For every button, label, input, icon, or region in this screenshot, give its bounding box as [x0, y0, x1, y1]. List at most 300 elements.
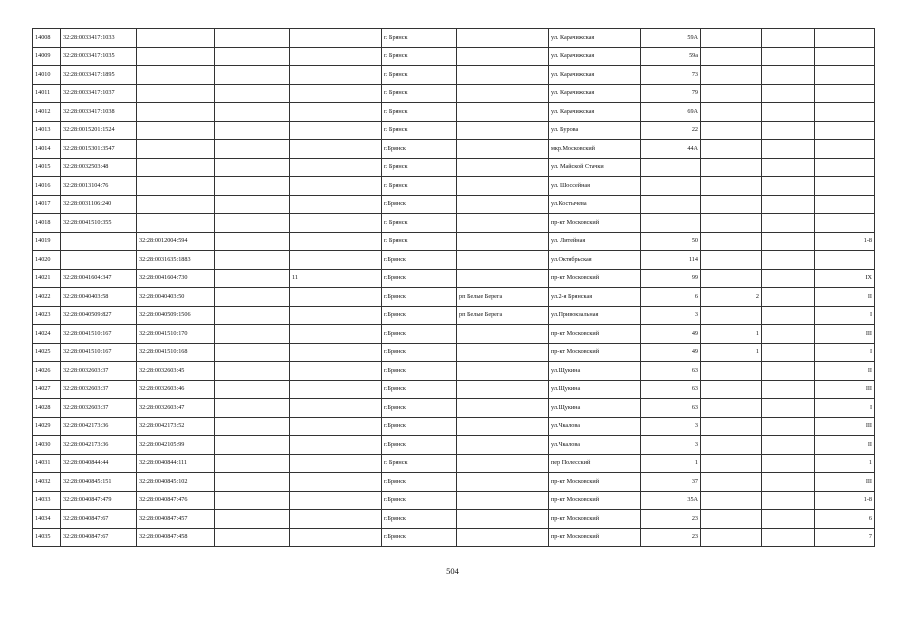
- cell-street: ул. Шоссейная: [549, 177, 641, 196]
- cell-street: ул.Чкалова: [549, 417, 641, 436]
- cell-cadastral-number-parcel: 32:28:0041510:167: [61, 325, 137, 344]
- cell-cadastral-number-object: [137, 140, 215, 159]
- cell-blank-col-2: [762, 436, 815, 455]
- cell-cadastral-number-object: [137, 66, 215, 85]
- cell-blank-col-2: [762, 121, 815, 140]
- cell-cadastral-number-parcel: 32:28:0015301:3547: [61, 140, 137, 159]
- table-row: [33, 306, 875, 325]
- cell-settlement: [457, 214, 549, 233]
- cell-unit-number: [290, 325, 382, 344]
- cell-premises-number: III: [815, 417, 875, 436]
- cell-blank-col: [215, 232, 290, 251]
- cell-city: г. Брянск: [382, 29, 457, 48]
- cell-blank-col-2: [762, 491, 815, 510]
- table-row: [33, 47, 875, 66]
- cell-unit-number: [290, 454, 382, 473]
- cell-building-number: [701, 491, 762, 510]
- cell-settlement: [457, 140, 549, 159]
- cell-cadastral-number-object: 32:28:0031635:1883: [137, 251, 215, 270]
- cell-row-number: 14023: [33, 306, 61, 325]
- cell-row-number: 14019: [33, 232, 61, 251]
- cell-blank-col: [215, 473, 290, 492]
- cell-blank-col-2: [762, 84, 815, 103]
- cell-row-number: 14020: [33, 251, 61, 270]
- table-row: [33, 214, 875, 233]
- cell-row-number: 14025: [33, 343, 61, 362]
- cell-row-number: 14015: [33, 158, 61, 177]
- cell-street: мкр.Московский: [549, 140, 641, 159]
- cell-building-number: [701, 399, 762, 418]
- cell-street: ул.Щукина: [549, 380, 641, 399]
- cell-cadastral-number-object: 32:28:0032603:47: [137, 399, 215, 418]
- cell-premises-number: [815, 158, 875, 177]
- cell-settlement: [457, 269, 549, 288]
- cell-house-number: 59а: [641, 47, 701, 66]
- cell-house-number: 63: [641, 380, 701, 399]
- cell-premises-number: [815, 251, 875, 270]
- table-row: [33, 510, 875, 529]
- cell-row-number: 14026: [33, 362, 61, 381]
- cell-settlement: [457, 158, 549, 177]
- cell-cadastral-number-parcel: 32:28:0040403:58: [61, 288, 137, 307]
- cell-cadastral-number-parcel: 32:28:0040847:67: [61, 510, 137, 529]
- cell-premises-number: I: [815, 306, 875, 325]
- cell-house-number: 73: [641, 66, 701, 85]
- table-row: [33, 454, 875, 473]
- cell-building-number: [701, 454, 762, 473]
- cell-street: пр-кт Московский: [549, 325, 641, 344]
- cell-unit-number: [290, 195, 382, 214]
- table-row: [33, 103, 875, 122]
- cell-premises-number: II: [815, 288, 875, 307]
- cell-premises-number: [815, 103, 875, 122]
- table-row: [33, 528, 875, 547]
- cell-cadastral-number-parcel: 32:28:0032603:37: [61, 380, 137, 399]
- cell-blank-col-2: [762, 269, 815, 288]
- cell-building-number: [701, 140, 762, 159]
- cell-premises-number: [815, 84, 875, 103]
- cell-premises-number: 1-8: [815, 491, 875, 510]
- table-row: [33, 269, 875, 288]
- cell-settlement: [457, 325, 549, 344]
- cell-blank-col: [215, 510, 290, 529]
- cell-settlement: [457, 66, 549, 85]
- cell-blank-col-2: [762, 232, 815, 251]
- cell-city: г.Брянск: [382, 362, 457, 381]
- cell-premises-number: [815, 121, 875, 140]
- cell-cadastral-number-object: 32:28:0041510:170: [137, 325, 215, 344]
- cell-settlement: [457, 121, 549, 140]
- cell-settlement: [457, 454, 549, 473]
- cell-blank-col-2: [762, 195, 815, 214]
- cell-city: г. Брянск: [382, 214, 457, 233]
- page-number: 504: [446, 566, 459, 576]
- cell-blank-col: [215, 140, 290, 159]
- cell-blank-col: [215, 195, 290, 214]
- cell-premises-number: 6: [815, 510, 875, 529]
- cell-premises-number: I: [815, 399, 875, 418]
- cell-building-number: [701, 214, 762, 233]
- cell-cadastral-number-object: 32:28:0042105:99: [137, 436, 215, 455]
- cell-blank-col: [215, 121, 290, 140]
- cell-unit-number: [290, 528, 382, 547]
- cell-building-number: [701, 158, 762, 177]
- cell-street: ул. Карачижская: [549, 66, 641, 85]
- cell-row-number: 14024: [33, 325, 61, 344]
- table-row: [33, 380, 875, 399]
- cell-settlement: [457, 103, 549, 122]
- cell-building-number: [701, 47, 762, 66]
- cell-city: г. Брянск: [382, 121, 457, 140]
- cell-unit-number: [290, 362, 382, 381]
- cell-premises-number: [815, 177, 875, 196]
- cell-blank-col-2: [762, 417, 815, 436]
- cell-premises-number: [815, 214, 875, 233]
- cell-building-number: [701, 251, 762, 270]
- cell-settlement: [457, 417, 549, 436]
- cell-city: г.Брянск: [382, 491, 457, 510]
- cell-cadastral-number-object: 32:28:0040403:50: [137, 288, 215, 307]
- cell-street: ул. Карачижская: [549, 29, 641, 48]
- cell-cadastral-number-parcel: 32:28:0040844:44: [61, 454, 137, 473]
- cell-city: г. Брянск: [382, 66, 457, 85]
- cell-street: ул.2-я Брянская: [549, 288, 641, 307]
- cell-settlement: [457, 510, 549, 529]
- cell-cadastral-number-parcel: [61, 251, 137, 270]
- cell-unit-number: [290, 47, 382, 66]
- cell-street: ул. Карачижская: [549, 84, 641, 103]
- cell-city: г.Брянск: [382, 343, 457, 362]
- cell-settlement: [457, 232, 549, 251]
- cell-blank-col-2: [762, 47, 815, 66]
- cell-cadastral-number-object: [137, 177, 215, 196]
- cell-blank-col: [215, 528, 290, 547]
- cell-cadastral-number-object: [137, 84, 215, 103]
- cell-blank-col: [215, 362, 290, 381]
- cell-cadastral-number-object: [137, 47, 215, 66]
- cell-unit-number: 11: [290, 269, 382, 288]
- cell-blank-col: [215, 306, 290, 325]
- cell-city: г. Брянск: [382, 454, 457, 473]
- cell-cadastral-number-object: [137, 158, 215, 177]
- cell-premises-number: I: [815, 343, 875, 362]
- cell-city: г.Брянск: [382, 380, 457, 399]
- cell-row-number: 14030: [33, 436, 61, 455]
- table-row: [33, 84, 875, 103]
- cell-city: г. Брянск: [382, 232, 457, 251]
- cell-city: г.Брянск: [382, 528, 457, 547]
- cell-city: г. Брянск: [382, 103, 457, 122]
- cell-premises-number: II: [815, 436, 875, 455]
- cell-blank-col-2: [762, 66, 815, 85]
- cell-building-number: [701, 121, 762, 140]
- table-row: [33, 29, 875, 48]
- cell-building-number: [701, 528, 762, 547]
- cell-blank-col-2: [762, 454, 815, 473]
- cell-street: ул. Карачижская: [549, 103, 641, 122]
- table-row: [33, 288, 875, 307]
- cell-cadastral-number-object: [137, 214, 215, 233]
- cell-cadastral-number-object: [137, 29, 215, 48]
- cell-city: г.Брянск: [382, 325, 457, 344]
- table-row: [33, 121, 875, 140]
- cell-cadastral-number-object: 32:28:0040845:102: [137, 473, 215, 492]
- table-row: [33, 417, 875, 436]
- cell-cadastral-number-parcel: 32:28:0040847:479: [61, 491, 137, 510]
- cell-blank-col: [215, 47, 290, 66]
- cell-cadastral-number-object: 32:28:0041604:730: [137, 269, 215, 288]
- cell-cadastral-number-object: 32:28:0040847:476: [137, 491, 215, 510]
- cell-settlement: [457, 84, 549, 103]
- cell-settlement: рп Белые Берега: [457, 288, 549, 307]
- cell-building-number: 1: [701, 325, 762, 344]
- cell-unit-number: [290, 29, 382, 48]
- cell-blank-col-2: [762, 325, 815, 344]
- cell-row-number: 14012: [33, 103, 61, 122]
- cell-street: пр-кт Московский: [549, 491, 641, 510]
- cell-city: г. Брянск: [382, 47, 457, 66]
- cell-city: г.Брянск: [382, 140, 457, 159]
- cell-house-number: 22: [641, 121, 701, 140]
- cell-street: ул.Щукина: [549, 362, 641, 381]
- cell-cadastral-number-parcel: 32:28:0015201:1524: [61, 121, 137, 140]
- cell-street: ул. Литейная: [549, 232, 641, 251]
- cell-blank-col: [215, 214, 290, 233]
- cell-unit-number: [290, 380, 382, 399]
- cell-premises-number: 1: [815, 454, 875, 473]
- cell-row-number: 14032: [33, 473, 61, 492]
- cell-cadastral-number-parcel: 32:28:0041510:355: [61, 214, 137, 233]
- cell-house-number: 3: [641, 417, 701, 436]
- cell-blank-col-2: [762, 140, 815, 159]
- cell-row-number: 14008: [33, 29, 61, 48]
- cell-house-number: 114: [641, 251, 701, 270]
- cell-blank-col: [215, 84, 290, 103]
- cell-building-number: [701, 29, 762, 48]
- cell-blank-col-2: [762, 399, 815, 418]
- cell-blank-col: [215, 399, 290, 418]
- cell-blank-col-2: [762, 288, 815, 307]
- cell-premises-number: 1-8: [815, 232, 875, 251]
- cell-house-number: 1: [641, 454, 701, 473]
- cell-cadastral-number-parcel: [61, 232, 137, 251]
- cell-settlement: [457, 399, 549, 418]
- cell-blank-col-2: [762, 473, 815, 492]
- cell-street: пр-кт Московский: [549, 473, 641, 492]
- cell-street: ул.Чкалова: [549, 436, 641, 455]
- cell-cadastral-number-object: [137, 121, 215, 140]
- cell-street: ул.Привокзальная: [549, 306, 641, 325]
- cell-house-number: 6: [641, 288, 701, 307]
- cell-unit-number: [290, 510, 382, 529]
- cell-cadastral-number-object: 32:28:0042173:52: [137, 417, 215, 436]
- cell-cadastral-number-parcel: 32:28:0041510:167: [61, 343, 137, 362]
- cell-premises-number: [815, 47, 875, 66]
- cell-settlement: [457, 251, 549, 270]
- cell-cadastral-number-object: 32:28:0040847:457: [137, 510, 215, 529]
- cell-unit-number: [290, 417, 382, 436]
- cell-blank-col: [215, 436, 290, 455]
- cell-city: г.Брянск: [382, 473, 457, 492]
- cell-unit-number: [290, 491, 382, 510]
- cell-row-number: 14033: [33, 491, 61, 510]
- cell-cadastral-number-parcel: 32:28:0033417:1033: [61, 29, 137, 48]
- cell-street: пер Полесский: [549, 454, 641, 473]
- cell-street: ул. Карачижская: [549, 47, 641, 66]
- cell-settlement: [457, 473, 549, 492]
- cell-unit-number: [290, 232, 382, 251]
- cell-unit-number: [290, 158, 382, 177]
- cell-house-number: 50: [641, 232, 701, 251]
- cell-cadastral-number-parcel: 32:28:0033417:1037: [61, 84, 137, 103]
- cell-blank-col-2: [762, 29, 815, 48]
- cell-settlement: [457, 47, 549, 66]
- cell-blank-col-2: [762, 306, 815, 325]
- cell-cadastral-number-parcel: 32:28:0013104:76: [61, 177, 137, 196]
- cell-house-number: 35А: [641, 491, 701, 510]
- cell-blank-col-2: [762, 343, 815, 362]
- table-row: [33, 325, 875, 344]
- cell-row-number: 14027: [33, 380, 61, 399]
- cell-blank-col-2: [762, 177, 815, 196]
- cell-cadastral-number-parcel: 32:28:0040509:827: [61, 306, 137, 325]
- cell-house-number: [641, 214, 701, 233]
- cell-street: ул. Майской Стачки: [549, 158, 641, 177]
- cell-street: ул.Щукина: [549, 399, 641, 418]
- cell-unit-number: [290, 177, 382, 196]
- cell-premises-number: [815, 195, 875, 214]
- cell-unit-number: [290, 399, 382, 418]
- cell-blank-col-2: [762, 362, 815, 381]
- cell-city: г.Брянск: [382, 195, 457, 214]
- cell-premises-number: III: [815, 380, 875, 399]
- cell-street: ул.Костычева: [549, 195, 641, 214]
- cell-row-number: 14013: [33, 121, 61, 140]
- table-row: [33, 177, 875, 196]
- table-row: [33, 399, 875, 418]
- cell-row-number: 14034: [33, 510, 61, 529]
- table-row: [33, 195, 875, 214]
- cell-cadastral-number-object: [137, 195, 215, 214]
- cell-blank-col-2: [762, 158, 815, 177]
- cell-building-number: [701, 177, 762, 196]
- cell-settlement: [457, 29, 549, 48]
- cell-house-number: 37: [641, 473, 701, 492]
- cell-cadastral-number-parcel: 32:28:0040847:67: [61, 528, 137, 547]
- table-row: [33, 158, 875, 177]
- cell-cadastral-number-parcel: 32:28:0042173:36: [61, 436, 137, 455]
- cell-premises-number: III: [815, 325, 875, 344]
- cell-row-number: 14029: [33, 417, 61, 436]
- cell-cadastral-number-object: 32:28:0040844:111: [137, 454, 215, 473]
- cell-blank-col: [215, 325, 290, 344]
- cell-blank-col: [215, 380, 290, 399]
- registry-table-body: [33, 29, 875, 547]
- cell-house-number: 49: [641, 343, 701, 362]
- cell-house-number: 3: [641, 306, 701, 325]
- cell-house-number: 44А: [641, 140, 701, 159]
- cell-blank-col-2: [762, 528, 815, 547]
- table-row: [33, 343, 875, 362]
- cell-blank-col: [215, 454, 290, 473]
- cell-settlement: [457, 528, 549, 547]
- cell-blank-col: [215, 103, 290, 122]
- table-row: [33, 251, 875, 270]
- cell-premises-number: [815, 140, 875, 159]
- cell-cadastral-number-parcel: 32:28:0033417:1038: [61, 103, 137, 122]
- registry-table: [32, 28, 875, 547]
- cell-row-number: 14028: [33, 399, 61, 418]
- cell-blank-col: [215, 29, 290, 48]
- cell-row-number: 14016: [33, 177, 61, 196]
- cell-settlement: [457, 362, 549, 381]
- table-row: [33, 491, 875, 510]
- cell-house-number: 79: [641, 84, 701, 103]
- cell-house-number: 63: [641, 399, 701, 418]
- cell-blank-col: [215, 288, 290, 307]
- table-row: [33, 66, 875, 85]
- cell-city: г. Брянск: [382, 158, 457, 177]
- cell-premises-number: IX: [815, 269, 875, 288]
- cell-blank-col-2: [762, 103, 815, 122]
- cell-cadastral-number-parcel: 32:28:0031106:240: [61, 195, 137, 214]
- cell-blank-col: [215, 177, 290, 196]
- cell-cadastral-number-object: [137, 103, 215, 122]
- cell-street: пр-кт Московский: [549, 214, 641, 233]
- cell-street: пр-кт Московский: [549, 510, 641, 529]
- cell-settlement: рп Белые Берега: [457, 306, 549, 325]
- cell-city: г.Брянск: [382, 306, 457, 325]
- cell-settlement: [457, 436, 549, 455]
- table-row: [33, 362, 875, 381]
- cell-house-number: 49: [641, 325, 701, 344]
- cell-settlement: [457, 177, 549, 196]
- cell-blank-col: [215, 269, 290, 288]
- cell-building-number: [701, 66, 762, 85]
- cell-unit-number: [290, 121, 382, 140]
- cell-house-number: 69А: [641, 103, 701, 122]
- cell-city: г.Брянск: [382, 399, 457, 418]
- cell-building-number: [701, 362, 762, 381]
- cell-settlement: [457, 343, 549, 362]
- cell-row-number: 14022: [33, 288, 61, 307]
- cell-city: г.Брянск: [382, 417, 457, 436]
- cell-unit-number: [290, 84, 382, 103]
- cell-row-number: 14014: [33, 140, 61, 159]
- cell-cadastral-number-object: 32:28:0032603:45: [137, 362, 215, 381]
- cell-blank-col-2: [762, 251, 815, 270]
- cell-house-number: 59А: [641, 29, 701, 48]
- cell-unit-number: [290, 343, 382, 362]
- cell-street: ул.Октябрьская: [549, 251, 641, 270]
- cell-cadastral-number-object: 32:28:0032603:46: [137, 380, 215, 399]
- cell-settlement: [457, 380, 549, 399]
- cell-street: пр-кт Московский: [549, 528, 641, 547]
- cell-unit-number: [290, 66, 382, 85]
- cell-unit-number: [290, 436, 382, 455]
- cell-cadastral-number-parcel: 32:28:0042173:36: [61, 417, 137, 436]
- cell-building-number: 2: [701, 288, 762, 307]
- cell-house-number: 99: [641, 269, 701, 288]
- cell-building-number: [701, 103, 762, 122]
- cell-blank-col-2: [762, 214, 815, 233]
- cell-house-number: 63: [641, 362, 701, 381]
- cell-row-number: 14017: [33, 195, 61, 214]
- cell-street: пр-кт Московский: [549, 269, 641, 288]
- cell-building-number: [701, 84, 762, 103]
- cell-house-number: 23: [641, 510, 701, 529]
- cell-city: г.Брянск: [382, 251, 457, 270]
